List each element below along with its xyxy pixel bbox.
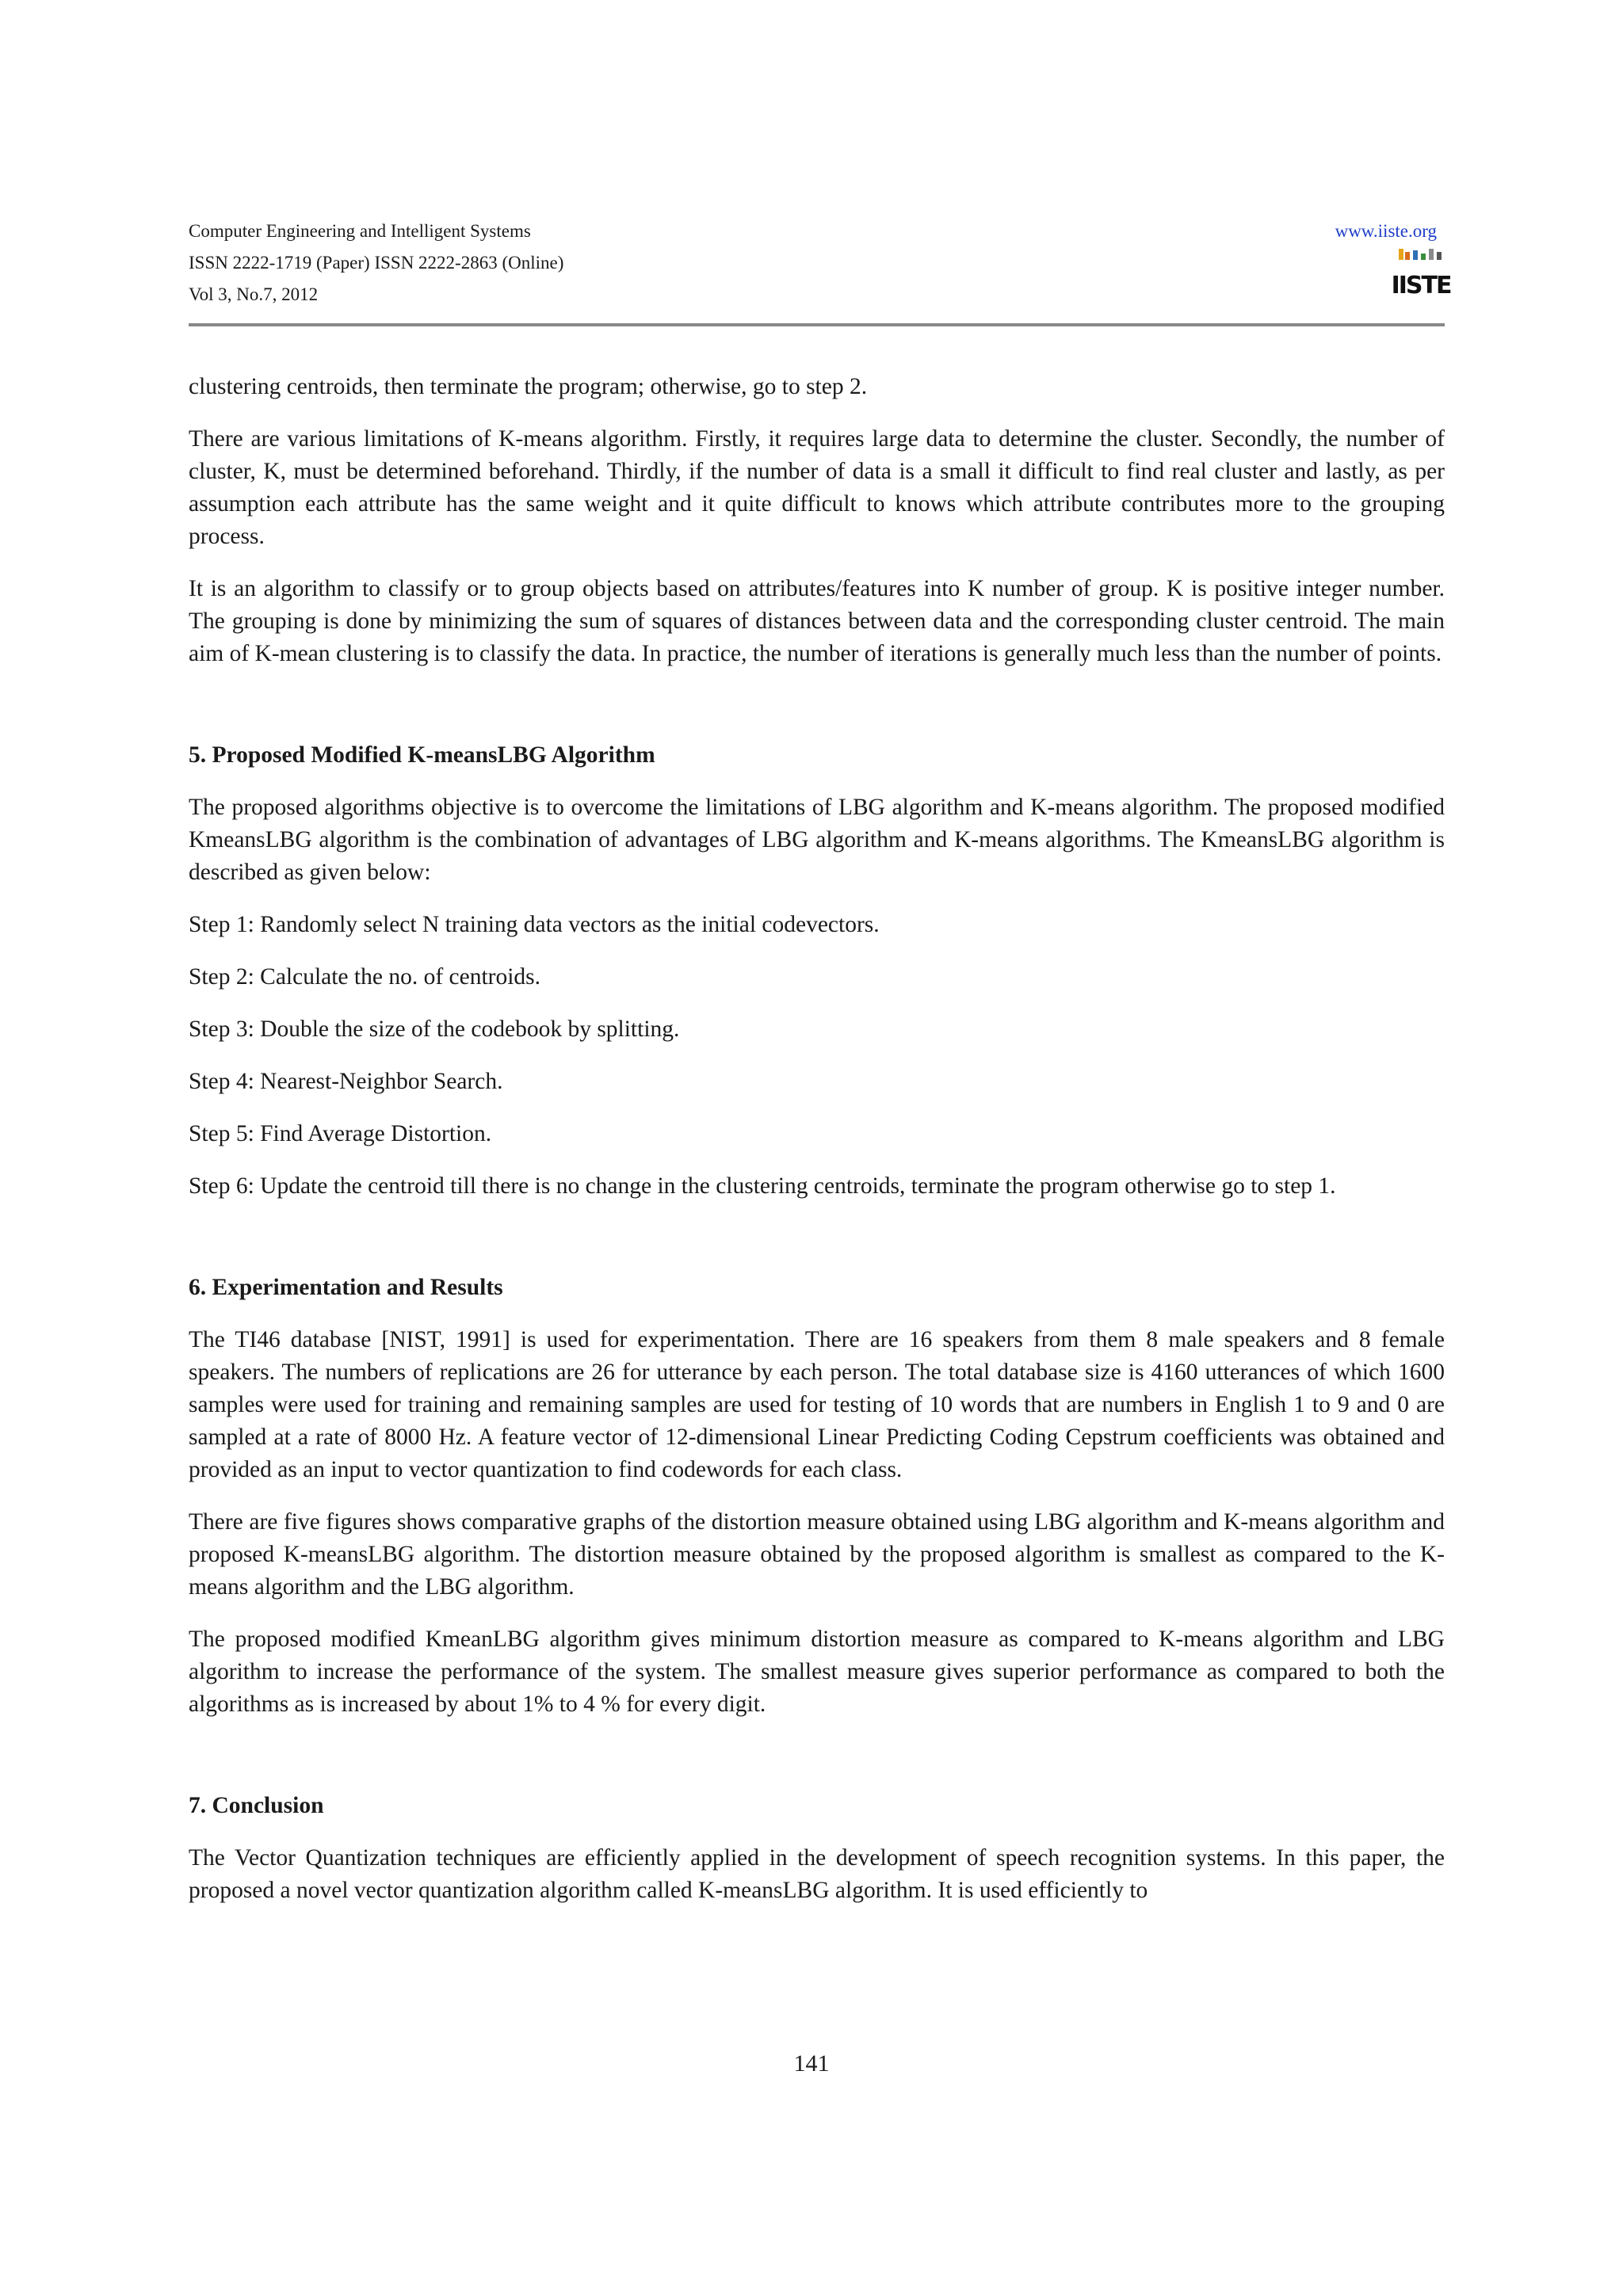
section6-paragraph-2: There are five figures shows comparative graphs of the distortion measure obtained using LBG algorithm and K-means algorithm and proposed K-meansLBG algorithm. The distortion measure obtained by the proposed algorithm is smallest as compared to the K-means algorithm and the LBG algorithm.	[189, 1509, 1445, 1600]
page-body	[189, 371, 1445, 1927]
paragraph-kmeans-description: It is an algorithm to classify or to group objects based on attributes/features into K number of group. K is positive integer number. The grouping is done by minimizing the sum of squares of distances between data and the corresponding cluster centroid. The main aim of K-mean clustering is to classify the data. In practice, the number of iterations is generally much less than the number of points.	[189, 576, 1445, 666]
section-heading-7: 7. Conclusion	[189, 1793, 324, 1818]
algorithm-step-4: Step 4: Nearest-Neighbor Search.	[189, 1069, 503, 1094]
section6-paragraph-3: The proposed modified KmeanLBG algorithm gives minimum distortion measure as compared to K-means algorithm and LBG algorithm to increase the performance of the system. The smallest measure gives superior performance as compared to both the algorithms as is increased by about 1% to 4 % for every digit.	[189, 1627, 1445, 1717]
algorithm-step-3: Step 3: Double the size of the codebook by splitting.	[189, 1016, 680, 1042]
header-divider	[189, 323, 1445, 326]
algorithm-step-1: Step 1: Randomly select N training data vectors as the initial codevectors.	[189, 912, 880, 937]
journal-title: Computer Engineering and Intelligent Systems	[189, 221, 531, 241]
journal-issn: ISSN 2222-1719 (Paper) ISSN 2222-2863 (Online)	[189, 253, 564, 273]
page-number: 141	[793, 2050, 830, 2077]
logo-lettering: IISTE	[1391, 272, 1451, 299]
algorithm-step-5: Step 5: Find Average Distortion.	[189, 1121, 492, 1146]
section5-intro: The proposed algorithms objective is to overcome the limitations of LBG algorithm and K-means algorithm. The proposed modified KmeansLBG algorithm is the combination of advantages of LBG algorithm and K-means algorithms. The KmeansLBG algorithm is described as given below:	[189, 795, 1445, 885]
section-heading-6: 6. Experimentation and Results	[189, 1275, 503, 1300]
journal-volume: Vol 3, No.7, 2012	[189, 284, 319, 304]
algorithm-step-2: Step 2: Calculate the no. of centroids.	[189, 964, 541, 990]
section6-paragraph-1: The TI46 database [NIST, 1991] is used for experimentation. There are 16 speakers from them 8 male speakers and 8 female speakers. The numbers of replications are 26 for utterance by each person. The total database size is 4160 utterances of which 1600 samples were used for training and remaining samples are used for testing of 10 words that are numbers in English 1 to 9 and 0 are sampled at a rate of 8000 Hz. A feature vector of 12-dimensional Linear Predicting Coding Cepstrum coefficients was obtained and provided as an input to vector quantization to find codewords for each class.	[189, 1327, 1445, 1482]
section-heading-5: 5. Proposed Modified K-meansLBG Algorithm	[189, 742, 655, 768]
journal-info	[189, 215, 1445, 311]
page-header	[189, 215, 1451, 326]
section7-paragraph-1: The Vector Quantization techniques are efficiently applied in the development of speech recognition systems. In this paper, the proposed a novel vector quantization algorithm called K-meansLBG algorithm. It is used efficiently to	[189, 1845, 1445, 1903]
paragraph-kmeans-limitations: There are various limitations of K-means algorithm. Firstly, it requires large data to determine the cluster. Secondly, the number of cluster, K, must be determined beforehand. Thirdly, if the number of data is a small it difficult to find real cluster and lastly, as per assumption each attribute has the same weight and it quite difficult to knows which attribute contributes more to the grouping process.	[189, 426, 1445, 549]
algorithm-step-6: Step 6: Update the centroid till there is no change in the clustering centroids, terminate the program otherwise go to step 1.	[189, 1173, 1336, 1199]
iiste-logo	[1391, 247, 1451, 299]
journal-url-link[interactable]: www.iiste.org	[1335, 221, 1437, 241]
paragraph-continuation: clustering centroids, then terminate the program; otherwise, go to step 2.	[189, 374, 868, 399]
